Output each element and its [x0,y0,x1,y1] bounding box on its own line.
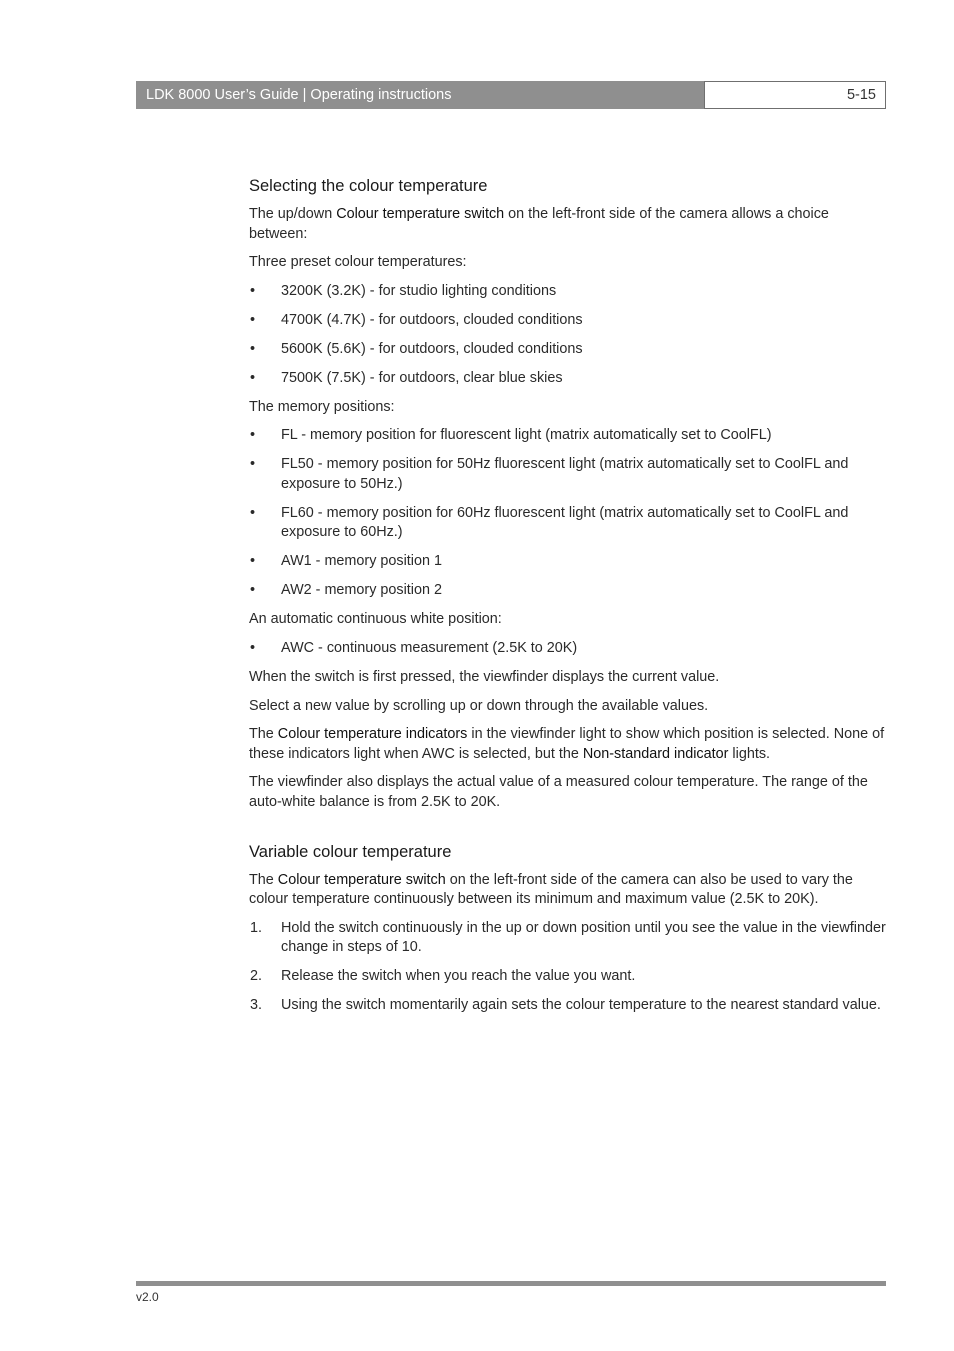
list-item-text: 7500K (7.5K) - for outdoors, clear blue skies [281,369,563,386]
text-run: lights. [728,745,771,762]
text-run: The [249,726,278,743]
list-item-text: 5600K (5.6K) - for outdoors, clouded conditions [281,340,583,357]
list-item-text: 3200K (3.2K) - for studio lighting conditions [281,282,557,299]
preset-label: Three preset colour temperatures: [249,254,467,271]
memory-label: The memory positions: [249,398,395,415]
select-paragraph: Select a new value by scrolling up or down through the available values. [249,697,709,714]
header-title: LDK 8000 User’s Guide | Operating instructions [136,81,704,109]
step-number: 2. [250,968,263,985]
list-item [249,282,889,302]
non-standard-term: Non-standard indicator [582,745,729,762]
list-item [249,426,889,446]
list-item-text: FL - memory position for fluorescent light (matrix automatically set to CoolFL) [281,427,772,444]
list-item-text: FL60 - memory position for 60Hz fluorescent light (matrix automatically set to CoolFL and exposure to 60Hz.) [281,504,849,541]
text-run: on the left-front side of the camera allows a choice between: [249,206,829,242]
indicators-paragraph [249,725,889,764]
list-item [249,369,889,389]
page-number: 5-15 [704,81,886,109]
step-item [249,919,889,958]
list-item-text: AW1 - memory position 1 [281,553,443,570]
list-item [249,639,889,659]
list-item-text: AW2 - memory position 2 [281,582,443,599]
switch-term: Colour temperature switch [336,206,505,222]
version-label: v2.0 [136,1290,159,1304]
list-item [249,581,889,601]
bullet: • [250,311,256,328]
bullet: • [250,282,256,299]
switch-term: Colour temperature switch [277,871,446,888]
step-text: Release the switch when you reach the value you want. [281,968,636,985]
indicators-term: Colour temperature indicators [277,726,468,743]
bullet: • [250,340,256,357]
list-item [249,504,889,543]
main-content [249,175,889,1025]
first-press-paragraph: When the switch is first pressed, the viewfinder displays the current value. [249,669,720,685]
text-run: The [249,871,278,888]
bullet: • [250,640,256,657]
bullet: • [250,504,256,521]
step-item [249,996,889,1016]
list-item [249,340,889,360]
text-run: The up/down [249,206,337,222]
range-paragraph: The viewfinder also displays the actual value of a measured colour temperature. The range of the auto-white balance is from 2.5K to 20K. [249,774,868,810]
section-heading-variable: Variable colour temperature [249,842,452,861]
list-item [249,552,889,572]
preset-list [249,282,889,389]
list-item-text: 4700K (4.7K) - for outdoors, clouded conditions [281,311,583,328]
auto-label: An automatic continuous white position: [249,611,502,628]
list-item [249,455,889,494]
section-heading-selecting: Selecting the colour temperature [249,177,488,195]
bullet: • [250,582,256,599]
intro-paragraph [249,205,889,244]
text-run: on the left-front side of the camera can also be used to vary the colour temperature continuously between its minimum and maximum value (2.5K to 20K). [249,871,853,908]
footer-divider [136,1281,886,1286]
step-text: Hold the switch continuously in the up or down position until you see the value in the viewfinder change in steps of 10. [281,919,886,956]
bullet: • [250,456,256,473]
step-number: 1. [250,919,263,936]
auto-list [249,639,889,659]
page-header [136,81,886,109]
bullet: • [250,369,256,386]
step-text: Using the switch momentarily again sets the colour temperature to the nearest standard value. [281,997,881,1014]
list-item-text: FL50 - memory position for 50Hz fluorescent light (matrix automatically set to CoolFL and exposure to 50Hz.) [281,456,849,492]
variable-intro-paragraph [249,871,889,910]
text-run: in the viewfinder light to show which position is selected. None of these indicators light when AWC is selected, but the [249,726,885,762]
step-item [249,967,889,987]
step-number: 3. [250,997,263,1014]
bullet: • [250,553,256,570]
bullet: • [250,427,256,444]
memory-list [249,426,889,601]
list-item-text: AWC - continuous measurement (2.5K to 20K) [281,640,578,657]
list-item [249,311,889,331]
steps-list [249,919,889,1016]
